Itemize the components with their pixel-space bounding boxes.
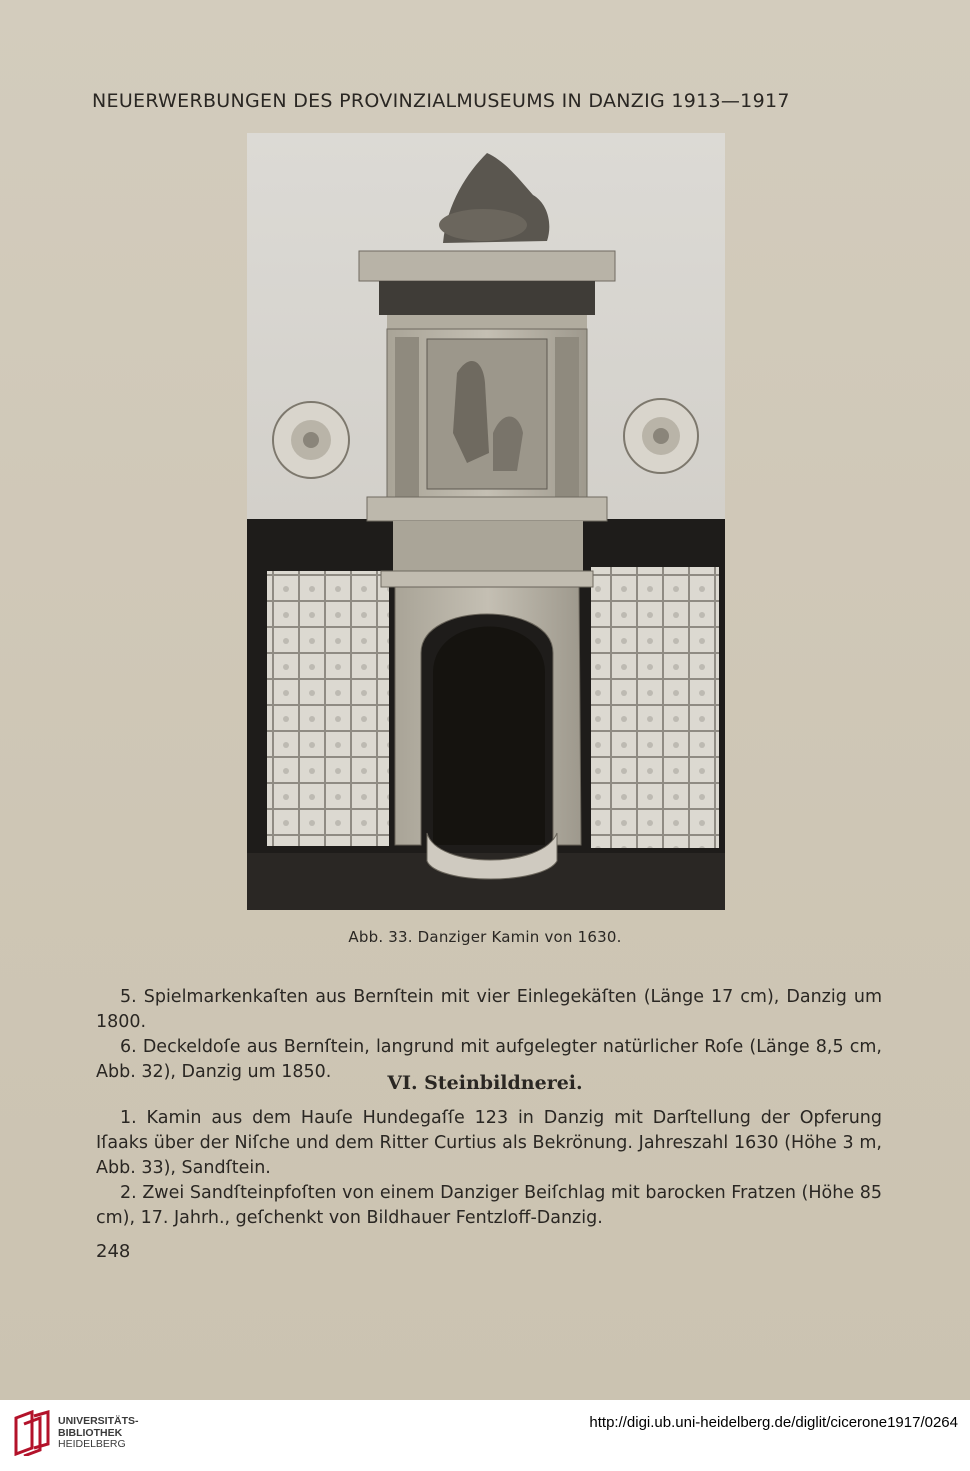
rosette-right — [624, 399, 698, 473]
library-name-line2: BIBLIOTHEK — [58, 1426, 123, 1439]
library-footer — [0, 1400, 970, 1471]
list-item: 5. Spielmarkenkaſten aus Bernſtein mit vier Einlegekäſten (Länge 17 cm), Danzig um 1800. — [96, 987, 882, 1032]
list-item: 6. Deckeldoſe aus Bernſtein, langrund mit aufgelegter natürlicher Roſe (Länge 8,5 cm, Abb. 32), Danzig um 1850. — [96, 1037, 882, 1082]
list-item: 2. Zwei Sandſteinpfoſten von einem Danziger Beiſchlag mit barocken Fratzen (Höhe 85 cm), 17. Jahrh., geſchenkt von Bildhauer Fentzloff-Danzig. — [96, 1183, 882, 1228]
library-name — [58, 1416, 139, 1451]
library-name-line3: HEIDELBERG — [58, 1438, 126, 1450]
running-head: NEUERWERBUNGEN DES PROVINZIALMUSEUMS IN DANZIG 1913—1917 — [92, 90, 790, 112]
section-heading: VI. Steinbildnerei. — [387, 1072, 583, 1094]
source-url[interactable]: http://digi.ub.uni-heidelberg.de/diglit/cicerone1917/0264 — [589, 1414, 958, 1431]
item-list — [96, 985, 882, 1085]
figure-caption: Abb. 33. Danziger Kamin von 1630. — [348, 928, 622, 946]
rosette-left — [273, 402, 349, 478]
library-name-line1: UNIVERSITÄTS- — [58, 1415, 139, 1427]
page-number: 248 — [96, 1241, 131, 1262]
library-logo-icon — [12, 1410, 52, 1456]
list-item: 1. Kamin aus dem Hauſe Hundegaſſe 123 in Danzig mit Darſtellung der Opferung Iſaaks über der Niſche und dem Ritter Curtius als Bekrönung. Jahreszahl 1630 (Höhe 3 m, Abb. 33), Sandſtein. — [96, 1108, 882, 1178]
section-item-list — [96, 1106, 882, 1231]
fireplace-photograph — [247, 133, 725, 910]
